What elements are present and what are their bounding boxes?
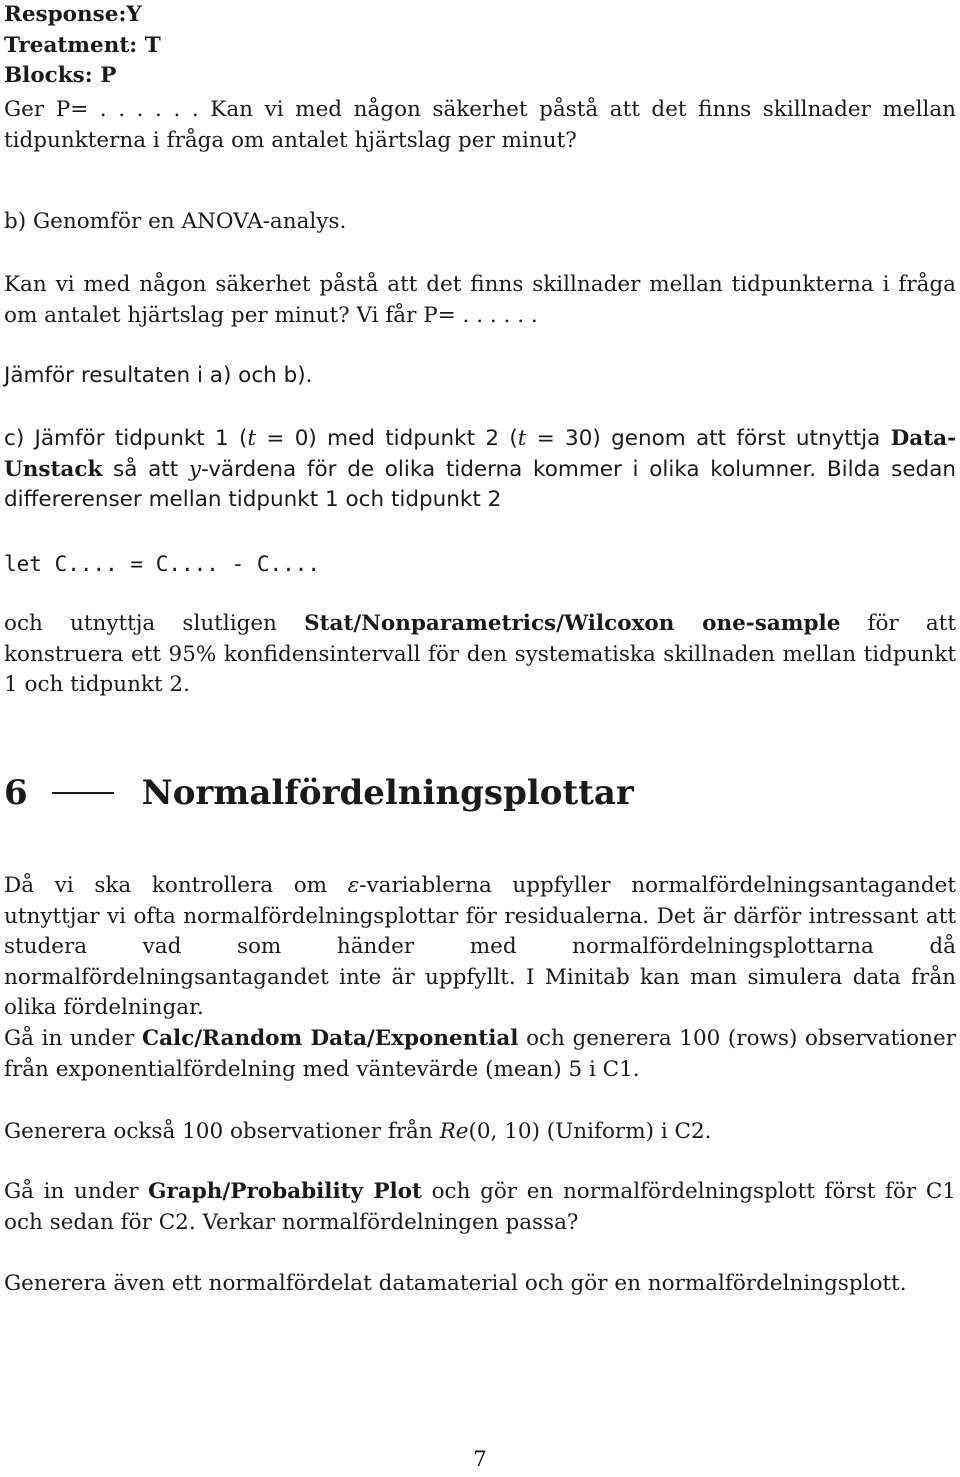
paragraph-och [4,609,956,701]
wilcoxon-command: Stat/Nonparametrics/Wilcoxon one-sample [304,611,841,636]
paragraph-ger: Ger P= . . . . . . Kan vi med någon säkerhet påstå att det finns skillnader mellan tidpunkterna i fråga om antalet hjärtslag per minut? [4,97,956,153]
c-text-3: = 30) genom att först utnyttja [526,426,891,451]
ga2-text-1: Gå in under [4,1179,149,1204]
c-text-2: = 0) med tidpunkt 2 ( [256,426,518,451]
calc-command: Calc/Random Data/Exponential [142,1026,519,1051]
treatment-label: Treatment: T [4,32,161,58]
code-let: let C.... = C.... - C.... [4,552,321,576]
paragraph-b: b) Genomför en ANOVA-analys. [4,209,347,234]
paragraph-ga-graph [4,1177,956,1238]
paragraph-kan: Kan vi med någon säkerhet påstå att det finns skillnader mellan tidpunkterna i fråga om antalet hjärtslag per minut? Vi får P= . . . . . . [4,272,956,328]
paragraph-generera-normal: Generera även ett normalfördelat datamaterial och gör en normalfördelningsplott. [4,1271,907,1296]
section-dash [52,792,114,794]
section-title: Normalfördelningsplottar [141,773,634,813]
c-text-5: -värdena för de olika tiderna kommer i olika kolumner. Bilda sedan differerenser mellan tidpunkt 1 och tidpunkt 2 [4,456,956,512]
c-text-4: så att [102,456,189,482]
c-text-1: c) Jämför tidpunkt 1 ( [4,426,248,451]
var-epsilon: ε [347,873,360,898]
var-t-1: t [247,426,257,451]
och-text-2: för att konstruera ett 95% konfidensintervall för den systematiska skillnaden mellan tidpunkt 1 och tidpunkt 2. [4,611,957,697]
och-text-1: och utnyttja slutligen [4,611,305,636]
da-text-1: Då vi ska kontrollera om [4,873,348,898]
section-number: 6 [4,773,28,813]
paragraph-ga-calc [4,1024,956,1085]
data-unstack-command: Data-Unstack [4,426,957,482]
paragraph-jamfor: Jämför resultaten i a) och b). [4,363,313,388]
graph-command: Graph/Probability Plot [148,1179,422,1204]
var-y: y [188,456,202,482]
response-label: Response:Y [4,2,142,27]
design-header [4,0,956,92]
var-re: Re [439,1119,469,1144]
paragraph-generera [4,1117,956,1148]
ga2-text-2: och gör en normalfördelningsplott först för C1 och sedan för C2. Verkar normalfördelningen passa? [4,1179,956,1235]
ga1-text-2: och generera 100 (rows) observationer från exponentialfördelning med väntevärde (mean) 5 i C1. [4,1026,956,1082]
da-text-2: -variablerna uppfyller normalfördelningsantagandet utnyttjar vi ofta normalfördelningsplottar för residualerna. Det är därför intressant att studera vad som händer med normalfördelningsplottarna då normalfördelningsantagandet inte är uppfyllt. I Minitab kan man simulera data från olika fördelningar. [4,873,956,1020]
paragraph-da [4,871,956,1024]
ga1-text-1: Gå in under [4,1026,142,1051]
paragraph-c [4,424,956,516]
var-t-2: t [517,426,527,451]
blocks-label: Blocks: P [4,63,117,88]
gen-text-1: Generera också 100 observationer från [4,1119,440,1144]
section-heading [4,773,634,813]
page-number: 7 [473,1447,487,1472]
gen-text-2: (0, 10) (Uniform) i C2. [468,1119,712,1144]
